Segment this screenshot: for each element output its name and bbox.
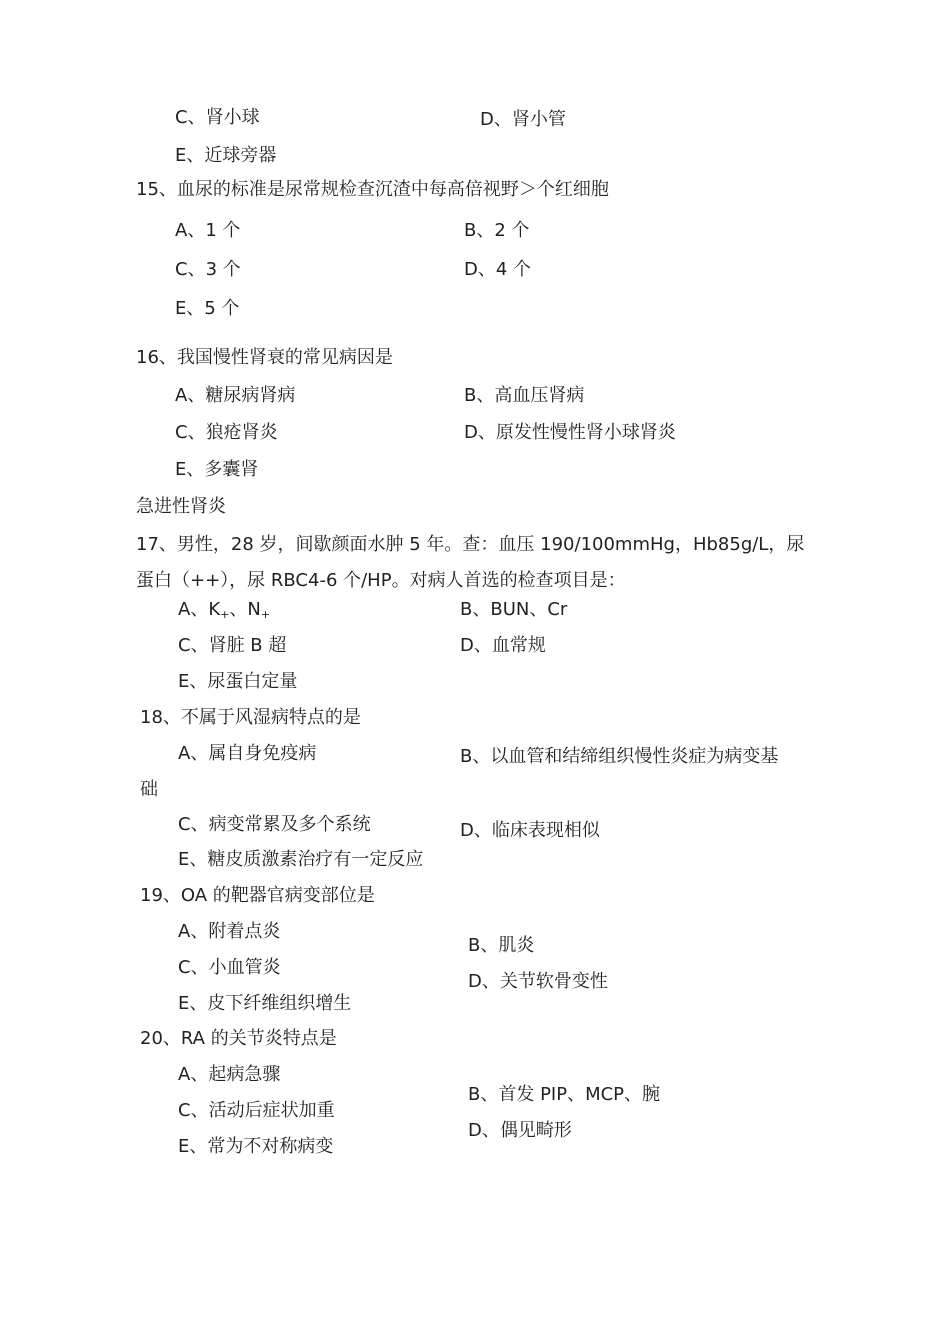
q15-option-d: D、4 个 xyxy=(464,259,532,280)
q20-stem: 20、RA 的关节炎特点是 xyxy=(140,1028,337,1049)
stray-text: 急进性肾炎 xyxy=(136,496,226,517)
q19-option-d: D、关节软骨变性 xyxy=(468,971,608,992)
q20-option-b: B、首发 PIP、MCP、腕 xyxy=(468,1084,661,1105)
q16-option-c: C、狼疮肾炎 xyxy=(175,422,278,443)
q17-option-d: D、血常规 xyxy=(460,635,546,656)
q18-option-a: A、属自身免疫病 xyxy=(178,743,317,764)
q16-option-e: E、多囊肾 xyxy=(175,459,259,480)
q20-option-d: D、偶见畸形 xyxy=(468,1120,572,1141)
q15-option-b: B、2 个 xyxy=(464,220,530,241)
q15-stem: 15、血尿的标准是尿常规检查沉渣中每高倍视野＞个红细胞 xyxy=(136,179,609,200)
q18-option-e: E、糖皮质激素治疗有一定反应 xyxy=(178,849,424,870)
q14-option-c: C、肾小球 xyxy=(175,107,260,128)
q16-option-a: A、糖尿病肾病 xyxy=(175,385,296,406)
q14-option-e: E、近球旁器 xyxy=(175,145,277,166)
q15-option-a: A、1 个 xyxy=(175,220,241,241)
q18-stem: 18、不属于风湿病特点的是 xyxy=(140,707,361,728)
q18-option-b-continued: 础 xyxy=(140,779,158,800)
q18-option-d: D、临床表现相似 xyxy=(460,820,600,841)
q16-option-b: B、高血压肾病 xyxy=(464,385,585,406)
q17-option-c: C、肾脏 B 超 xyxy=(178,635,287,656)
q17-option-b: B、BUN、Cr xyxy=(460,599,568,620)
q15-option-e: E、5 个 xyxy=(175,298,240,319)
q17-stem-line2: 蛋白（++），尿 RBC4-6 个/HP。对病人首选的检查项目是： xyxy=(136,570,626,591)
q16-stem: 16、我国慢性肾衰的常见病因是 xyxy=(136,347,393,368)
q18-option-b: B、以血管和结缔组织慢性炎症为病变基 xyxy=(460,746,779,767)
q19-stem: 19、OA 的靶器官病变部位是 xyxy=(140,885,375,906)
q17-option-e: E、尿蛋白定量 xyxy=(178,671,298,692)
q19-option-b: B、肌炎 xyxy=(468,935,535,956)
q20-option-c: C、活动后症状加重 xyxy=(178,1100,335,1121)
q14-option-d: D、肾小管 xyxy=(480,109,566,130)
q19-option-e: E、皮下纤维组织增生 xyxy=(178,993,352,1014)
q19-option-a: A、附着点炎 xyxy=(178,921,281,942)
q15-option-c: C、3 个 xyxy=(175,259,241,280)
q16-option-d: D、原发性慢性肾小球肾炎 xyxy=(464,422,676,443)
q17-stem-line1: 17、男性，28 岁，间歇颜面水肿 5 年。查：血压 190/100mmHg，Hb85g/L，尿 xyxy=(136,534,805,555)
q20-option-a: A、起病急骤 xyxy=(178,1064,281,1085)
q18-option-c: C、病变常累及多个系统 xyxy=(178,814,371,835)
q20-option-e: E、常为不对称病变 xyxy=(178,1136,334,1157)
q17-option-a: A、$K_+$、$N_+$ xyxy=(178,599,271,621)
q19-option-c: C、小血管炎 xyxy=(178,957,281,978)
